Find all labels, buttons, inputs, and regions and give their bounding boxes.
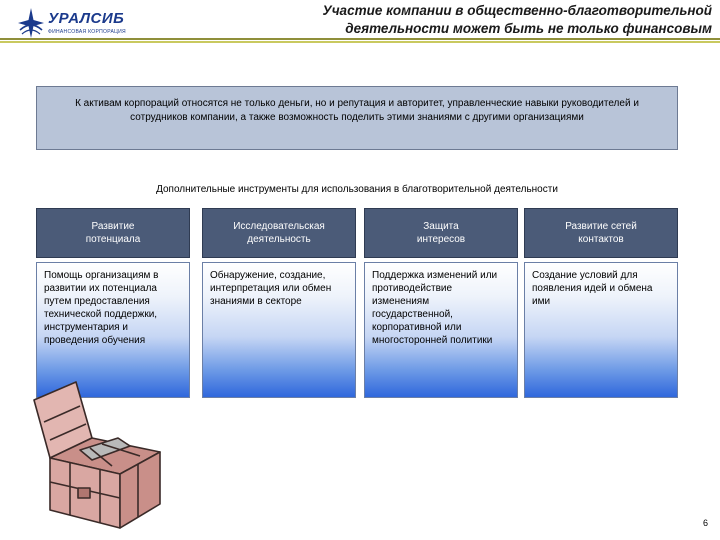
column-body-3: Поддержка изменений или противодействие изменениям государственной, корпоративной или многосторонней политики (364, 262, 518, 398)
compass-star-icon (18, 8, 44, 38)
column-header-4-text (565, 220, 637, 246)
company-logo (18, 8, 138, 38)
intro-box: К активам корпораций относятся не только деньги, но и репутация и авторитет, управленческие навыки руководителей и сотрудников компании, а также возможность поделить этими знаниями с другими организациями (36, 86, 678, 150)
slide-title-line-2: деятельности может быть не только финансовым (345, 21, 712, 36)
column-header-4-line-1: Развитие сетей (565, 221, 637, 232)
column-header-3-line-2: интересов (416, 234, 466, 245)
column-body-2: Обнаружение, создание, интерпретация или обмен знаниями в секторе (202, 262, 356, 398)
column-header-3-text (417, 220, 465, 246)
slide-title (242, 2, 712, 38)
column-header-3-line-1: Защита (423, 221, 459, 232)
toolbox-icon (20, 376, 168, 534)
column-header-4 (524, 208, 678, 258)
tools-subheading: Дополнительные инструменты для использования в благотворительной деятельности (156, 184, 558, 195)
column-header-3 (364, 208, 518, 258)
header-rule-dark (0, 38, 720, 40)
logo-name: УРАЛСИБ (48, 10, 125, 27)
header-rule (0, 38, 720, 44)
column-header-2-text (233, 220, 325, 246)
column-header-1-line-1: Развитие (91, 221, 135, 232)
column-header-1-text (86, 220, 141, 246)
slide-title-line-1: Участие компании в общественно-благотворительной (322, 3, 712, 18)
column-header-2-line-2: деятельность (247, 234, 311, 245)
logo-subtitle: ФИНАНСОВАЯ КОРПОРАЦИЯ (48, 29, 126, 35)
header-rule-light (0, 41, 720, 43)
column-header-2 (202, 208, 356, 258)
column-body-4: Создание условий для появления идей и обмена ими (524, 262, 678, 398)
page-number: 6 (702, 518, 708, 528)
column-header-1 (36, 208, 190, 258)
column-header-1-line-2: потенциала (85, 234, 141, 245)
column-header-2-line-1: Исследовательская (233, 221, 325, 232)
column-body-1: Помощь организациям в развитии их потенциала путем предоставления технической поддержки, инструментария и проведения обучения (36, 262, 190, 398)
column-header-4-line-2: контактов (578, 234, 624, 245)
